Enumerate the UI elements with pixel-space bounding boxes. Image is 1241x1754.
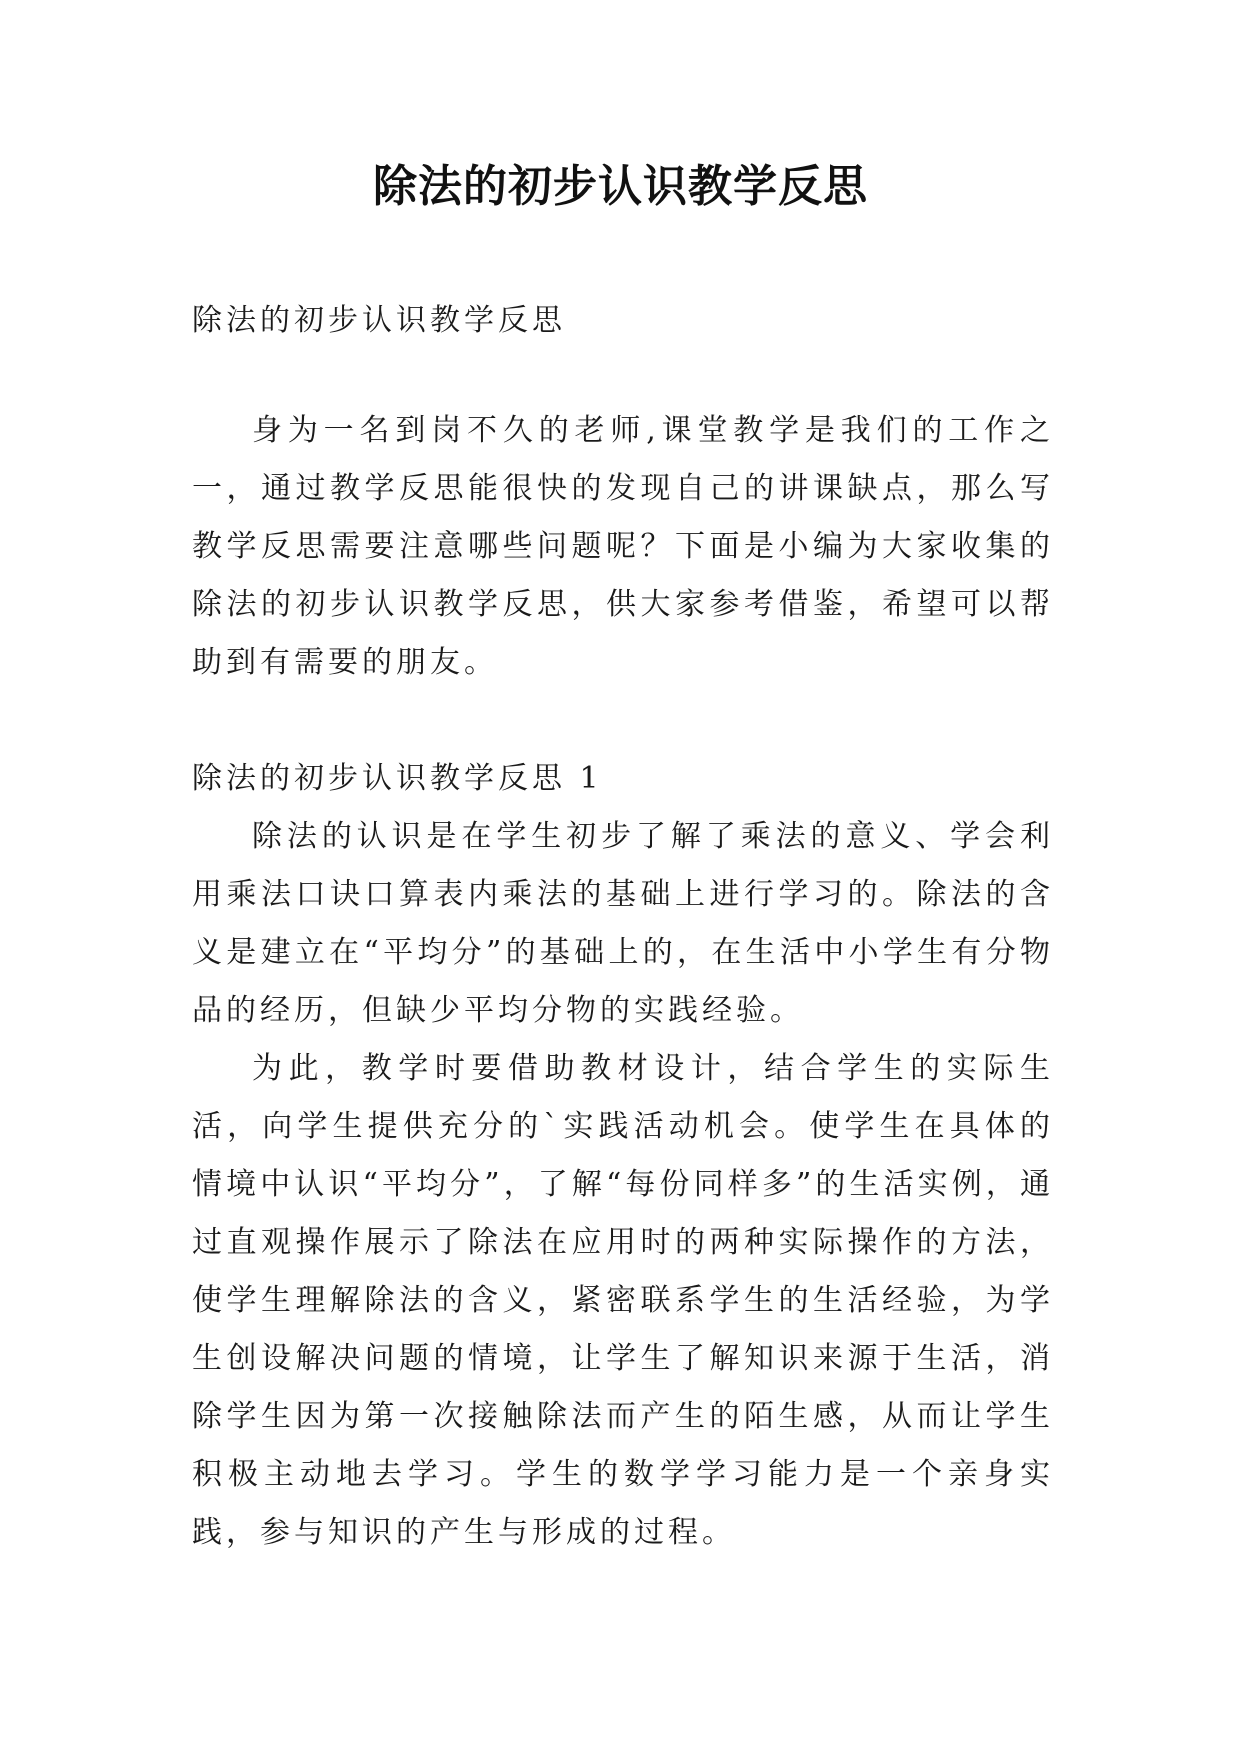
- section-paragraph: 除法的认识是在学生初步了解了乘法的意义、学会利用乘法口诀口算表内乘法的基础上进行学习的。除法的含义是建立在“平均分”的基础上的，在生活中小学生有分物品的经历，但缺少平均分物的实践经验。: [192, 819, 1054, 1028]
- document-body: [192, 292, 1054, 1562]
- section-heading: 除法的初步认识教学反思 1: [192, 761, 603, 796]
- document-title: 除法的初步认识教学反思: [373, 161, 868, 212]
- document-subtitle: 除法的初步认识教学反思: [192, 303, 566, 338]
- intro-paragraph: 身为一名到岗不久的老师,课堂教学是我们的工作之一，通过教学反思能很快的发现自己的讲课缺点，那么写教学反思需要注意哪些问题呢？下面是小编为大家收集的除法的初步认识教学反思，供大家参考借鉴，希望可以帮助到有需要的朋友。: [192, 413, 1054, 680]
- section-paragraph: 为此，教学时要借助教材设计，结合学生的实际生活，向学生提供充分的`实践活动机会。使学生在具体的情境中认识“平均分”，了解“每份同样多”的生活实例，通过直观操作展示了除法在应用时的两种实际操作的方法，使学生理解除法的含义，紧密联系学生的生活经验，为学生创设解决问题的情境，让学生了解知识来源于生活，消除学生因为第一次接触除法而产生的陌生感，从而让学生积极主动地去学习。学生的数学学习能力是一个亲身实践，参与知识的产生与形成的过程。: [192, 1051, 1054, 1550]
